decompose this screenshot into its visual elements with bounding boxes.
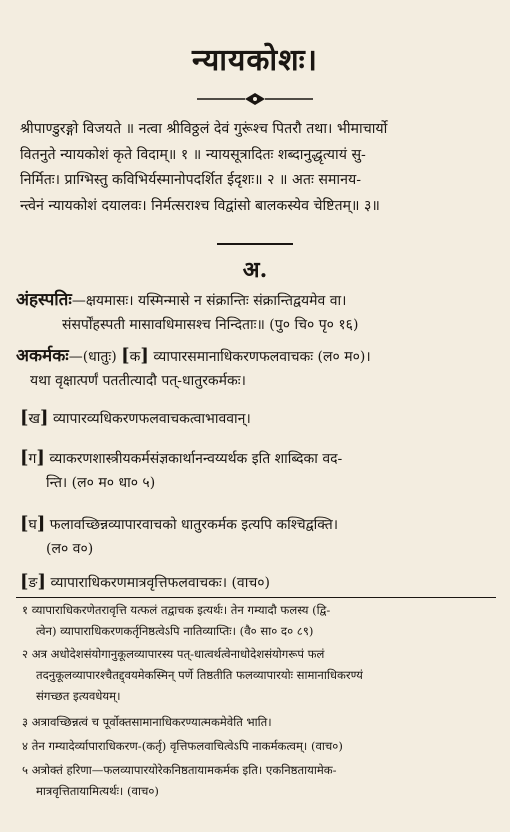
footnote-line: मात्रवृत्तितायामित्यर्थः। (वाच०) (36, 784, 159, 798)
section-separator (217, 243, 293, 245)
entry-text: —(धातुः) (68, 349, 117, 365)
footnote-line: संगच्छत इत्यवधेयम्। (36, 689, 121, 703)
entry-line (16, 287, 346, 310)
entry-line: संसर्पोंहस्पती मासावधिमासश्च निन्दिताः॥ (पु० चि० पृ० १६) (62, 317, 359, 333)
intro-line: श्रीपाण्डुरङ्गो विजयते ॥ नत्वा श्रीविठ्ठलं देवं गुरूंश्च पितरौ तथा। भीमाचार्यो (20, 121, 388, 137)
footnote-line: त्वेन) व्यापाराधिकरणकर्तृनिष्ठत्वेऽपि नातिव्याप्तिः। (वै० सा० द० ८९) (36, 624, 314, 638)
page-title: न्यायकोशः। (191, 43, 319, 78)
entry-text: फलावच्छिन्नव्यापारवाचको धातुरकर्मक इत्यपि कश्चिद्वक्ति। (49, 517, 339, 533)
entry-line: न्ति। (ल० म० धा० ५) (46, 475, 156, 491)
footnote-line: ५ अत्रोक्तं हरिणा—फलव्यापारयोरेकनिष्ठतायामकर्मक इति। एकनिष्ठतायामेक- (22, 763, 337, 777)
section-letter: अ. (242, 257, 268, 283)
footnote-line: १ व्यापाराधिकरणेतरावृत्ति यत्फलं तद्वाचक इत्यर्थः। तेन गम्यादौ फलस्य (द्वि- (22, 603, 331, 617)
footnote-line: ४ तेन गम्यादेर्व्यापाराधिकरण-(कर्तृ) वृत्तिफलवाचित्वेऽपि नाकर्मकत्वम्। (वाच०) (22, 739, 343, 753)
intro-line: निर्मितः। प्राग्भिस्तु कविभिर्यस्मानोपदर्शित ईदृशः॥ २ ॥ अतः समानय- (20, 172, 361, 188)
entry-line: (ल० व०) (46, 541, 94, 557)
sub-entry: [ग] व्याकरणशास्त्रीयकर्मसंज्ञकार्थानन्वय्यर्थक इति शाब्दिका वद- (20, 447, 343, 468)
sub-entry: [ङ] व्यापाराधिकरणमात्रवृत्तिफलवाचकः। (वाच०) (20, 571, 270, 592)
headword: अकर्मकः (16, 346, 69, 366)
entry-text: —क्षयमासः। यस्मिन्मासे न संक्रान्तिः संक्रान्तिद्वयमेव वा। (71, 293, 347, 309)
footnote-line: ३ अत्रावच्छिन्नत्वं च पूर्वोक्तसामानाधिकरण्यात्मकमेवेति भाति। (22, 715, 272, 729)
entry-line: अकर्मकः—(धातुः) [क] व्यापारसमानाधिकरणफलवाचकः (ल० म०)। (16, 345, 371, 366)
intro-verses (20, 117, 494, 219)
intro-line: न्त्वेनं न्यायकोशं दयालवः। निर्मत्सराश्च विद्वांसो बालकस्येव चेष्टितम्॥ ३॥ (20, 197, 380, 214)
sense-marker: ङ (28, 575, 38, 591)
ornament-divider (197, 92, 313, 106)
intro-line: वितनुते न्यायकोशं कृते विदाम्॥ १ ॥ न्यायसूत्रादितः शब्दानुद्धृत्यायं सु- (20, 146, 366, 163)
headword: अंहस्पतिः (16, 290, 72, 310)
sense-marker: घ (28, 517, 37, 533)
sense-marker: ग (28, 451, 37, 467)
entry-text: व्यापारसमानाधिकरणफलवाचकः (ल० म०)। (153, 349, 371, 365)
entry-text: व्यापारव्यधिकरणफलवाचकत्वाभाववान्। (52, 411, 251, 427)
footnote-line: २ अत्र अधोदेशसंयोगानुकूलव्यापारस्य पत्-धात्वर्थत्वेनाधोदेशसंयोगरूपं फलं (22, 647, 325, 661)
sense-marker: ख (28, 411, 40, 427)
entry-line: यथा वृक्षात्पर्णं पततीत्यादौ पत्-धातुरकर्मकः। (30, 373, 246, 389)
sense-marker: क (129, 349, 141, 365)
entry-text: व्याकरणशास्त्रीयकर्मसंज्ञकार्थानन्वय्यर्थक इति शाब्दिका वद- (49, 451, 343, 467)
sub-entry: [घ] फलावच्छिन्नव्यापारवाचको धातुरकर्मक इत्यपि कश्चिद्वक्ति। (20, 513, 339, 534)
sub-entry: [ख] व्यापारव्यधिकरणफलवाचकत्वाभाववान्। (20, 407, 251, 428)
entry-text: व्यापाराधिकरणमात्रवृत्तिफलवाचकः। (वाच०) (50, 575, 270, 591)
footnote-rule (16, 597, 496, 598)
footnote-line: तदनुकूलव्यापारश्चैतद्द्वयमेकस्मिन् पर्णे तिष्ठतीति फलव्यापारयोः सामानाधिकरण्यं (36, 668, 363, 682)
